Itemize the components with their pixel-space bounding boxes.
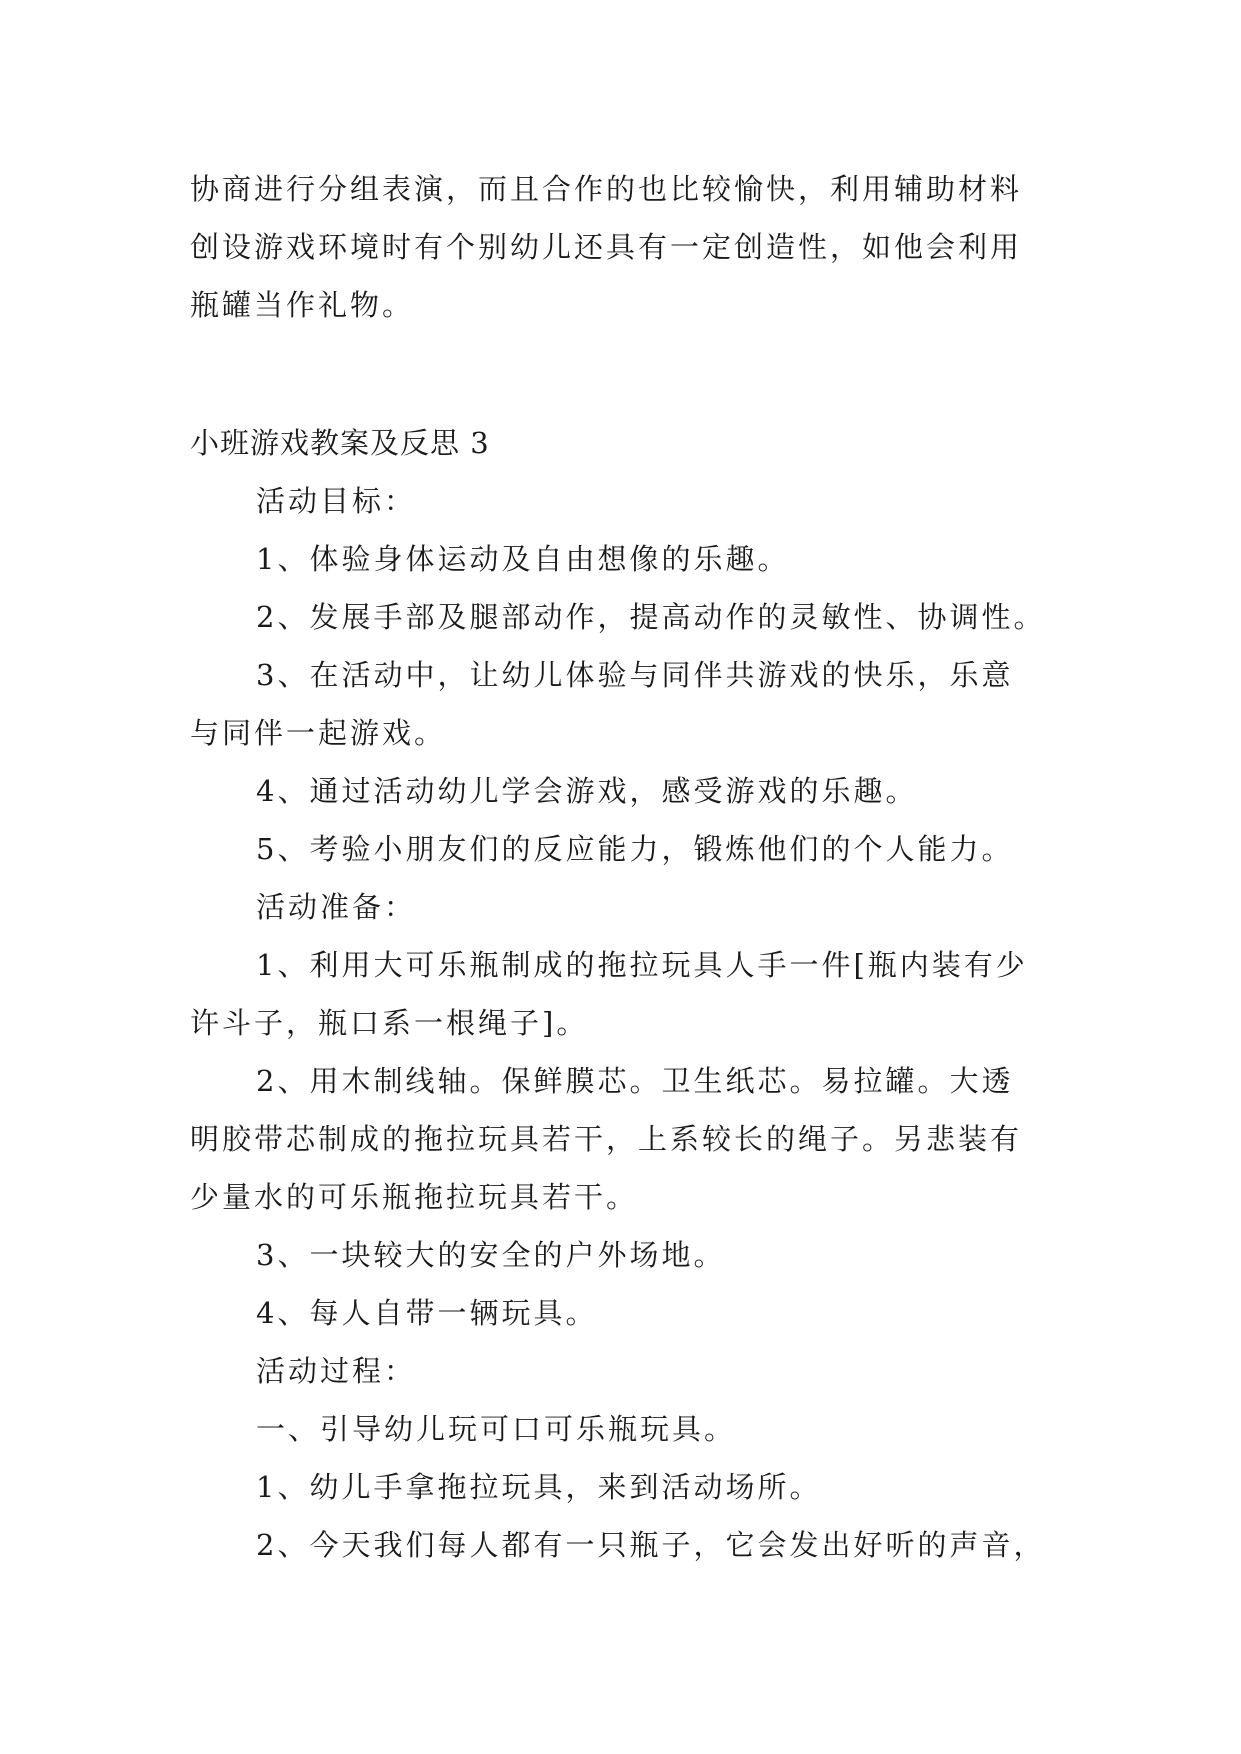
goal-item (190, 588, 1070, 646)
text-line: 2、用木制线轴。保鲜膜芯。卫生纸芯。易拉罐。大透 (256, 1064, 1014, 1098)
text-line: 协商进行分组表演，而且合作的也比较愉快，利用辅助材料 (190, 172, 1023, 206)
text-line: 2、发展手部及腿部动作，提高动作的灵敏性、协调性。 (256, 600, 1046, 634)
text-line: 明胶带芯制成的拖拉玩具若干，上系较长的绳子。另悲装有 (190, 1122, 1023, 1156)
prep-item (190, 936, 1070, 1052)
text-line: 创设游戏环境时有个别幼儿还具有一定创造性，如他会利用 (190, 230, 1023, 264)
text-line: 许斗子，瓶口系一根绳子]。 (190, 1006, 589, 1040)
paragraph-gap (190, 334, 1070, 414)
goal-item (190, 646, 1070, 762)
prep-heading: 活动准备： (256, 890, 417, 924)
text-line: 少量水的可乐瓶拖拉玩具若干。 (190, 1180, 639, 1214)
goal-item (190, 820, 1070, 878)
prep-item (190, 1284, 1070, 1342)
goal-item (190, 530, 1070, 588)
document-body (190, 160, 1070, 1574)
text-line: 5、考验小朋友们的反应能力，锻炼他们的个人能力。 (256, 832, 1014, 866)
goal-item (190, 762, 1070, 820)
process-list (190, 1400, 1070, 1574)
process-item (190, 1516, 1070, 1574)
text-line: 与同伴一起游戏。 (190, 716, 447, 750)
section-title: 小班游戏教案及反思 3 (190, 426, 490, 460)
text-line: 4、通过活动幼儿学会游戏，感受游戏的乐趣。 (256, 774, 918, 808)
prep-item (190, 1052, 1070, 1226)
text-line: 4、每人自带一辆玩具。 (256, 1296, 598, 1330)
text-line: 2、今天我们每人都有一只瓶子，它会发出好听的声音， (256, 1528, 1046, 1562)
prep-list (190, 936, 1070, 1342)
text-line: 3、在活动中，让幼儿体验与同伴共游戏的快乐，乐意 (256, 658, 1014, 692)
intro-paragraph (190, 160, 1070, 334)
process-heading: 活动过程： (256, 1354, 417, 1388)
text-line: 1、利用大可乐瓶制成的拖拉玩具人手一件[瓶内装有少 (256, 948, 1028, 982)
goals-heading: 活动目标： (256, 484, 417, 518)
goals-list (190, 530, 1070, 878)
process-item (190, 1458, 1070, 1516)
text-line: 1、幼儿手拿拖拉玩具，来到活动场所。 (256, 1470, 822, 1504)
text-line: 瓶罐当作礼物。 (190, 288, 415, 322)
text-line: 3、一块较大的安全的户外场地。 (256, 1238, 726, 1272)
text-line: 1、体验身体运动及自由想像的乐趣。 (256, 542, 790, 576)
text-line: 一、引导幼儿玩可口可乐瓶玩具。 (256, 1412, 737, 1446)
prep-item (190, 1226, 1070, 1284)
process-item (190, 1400, 1070, 1458)
